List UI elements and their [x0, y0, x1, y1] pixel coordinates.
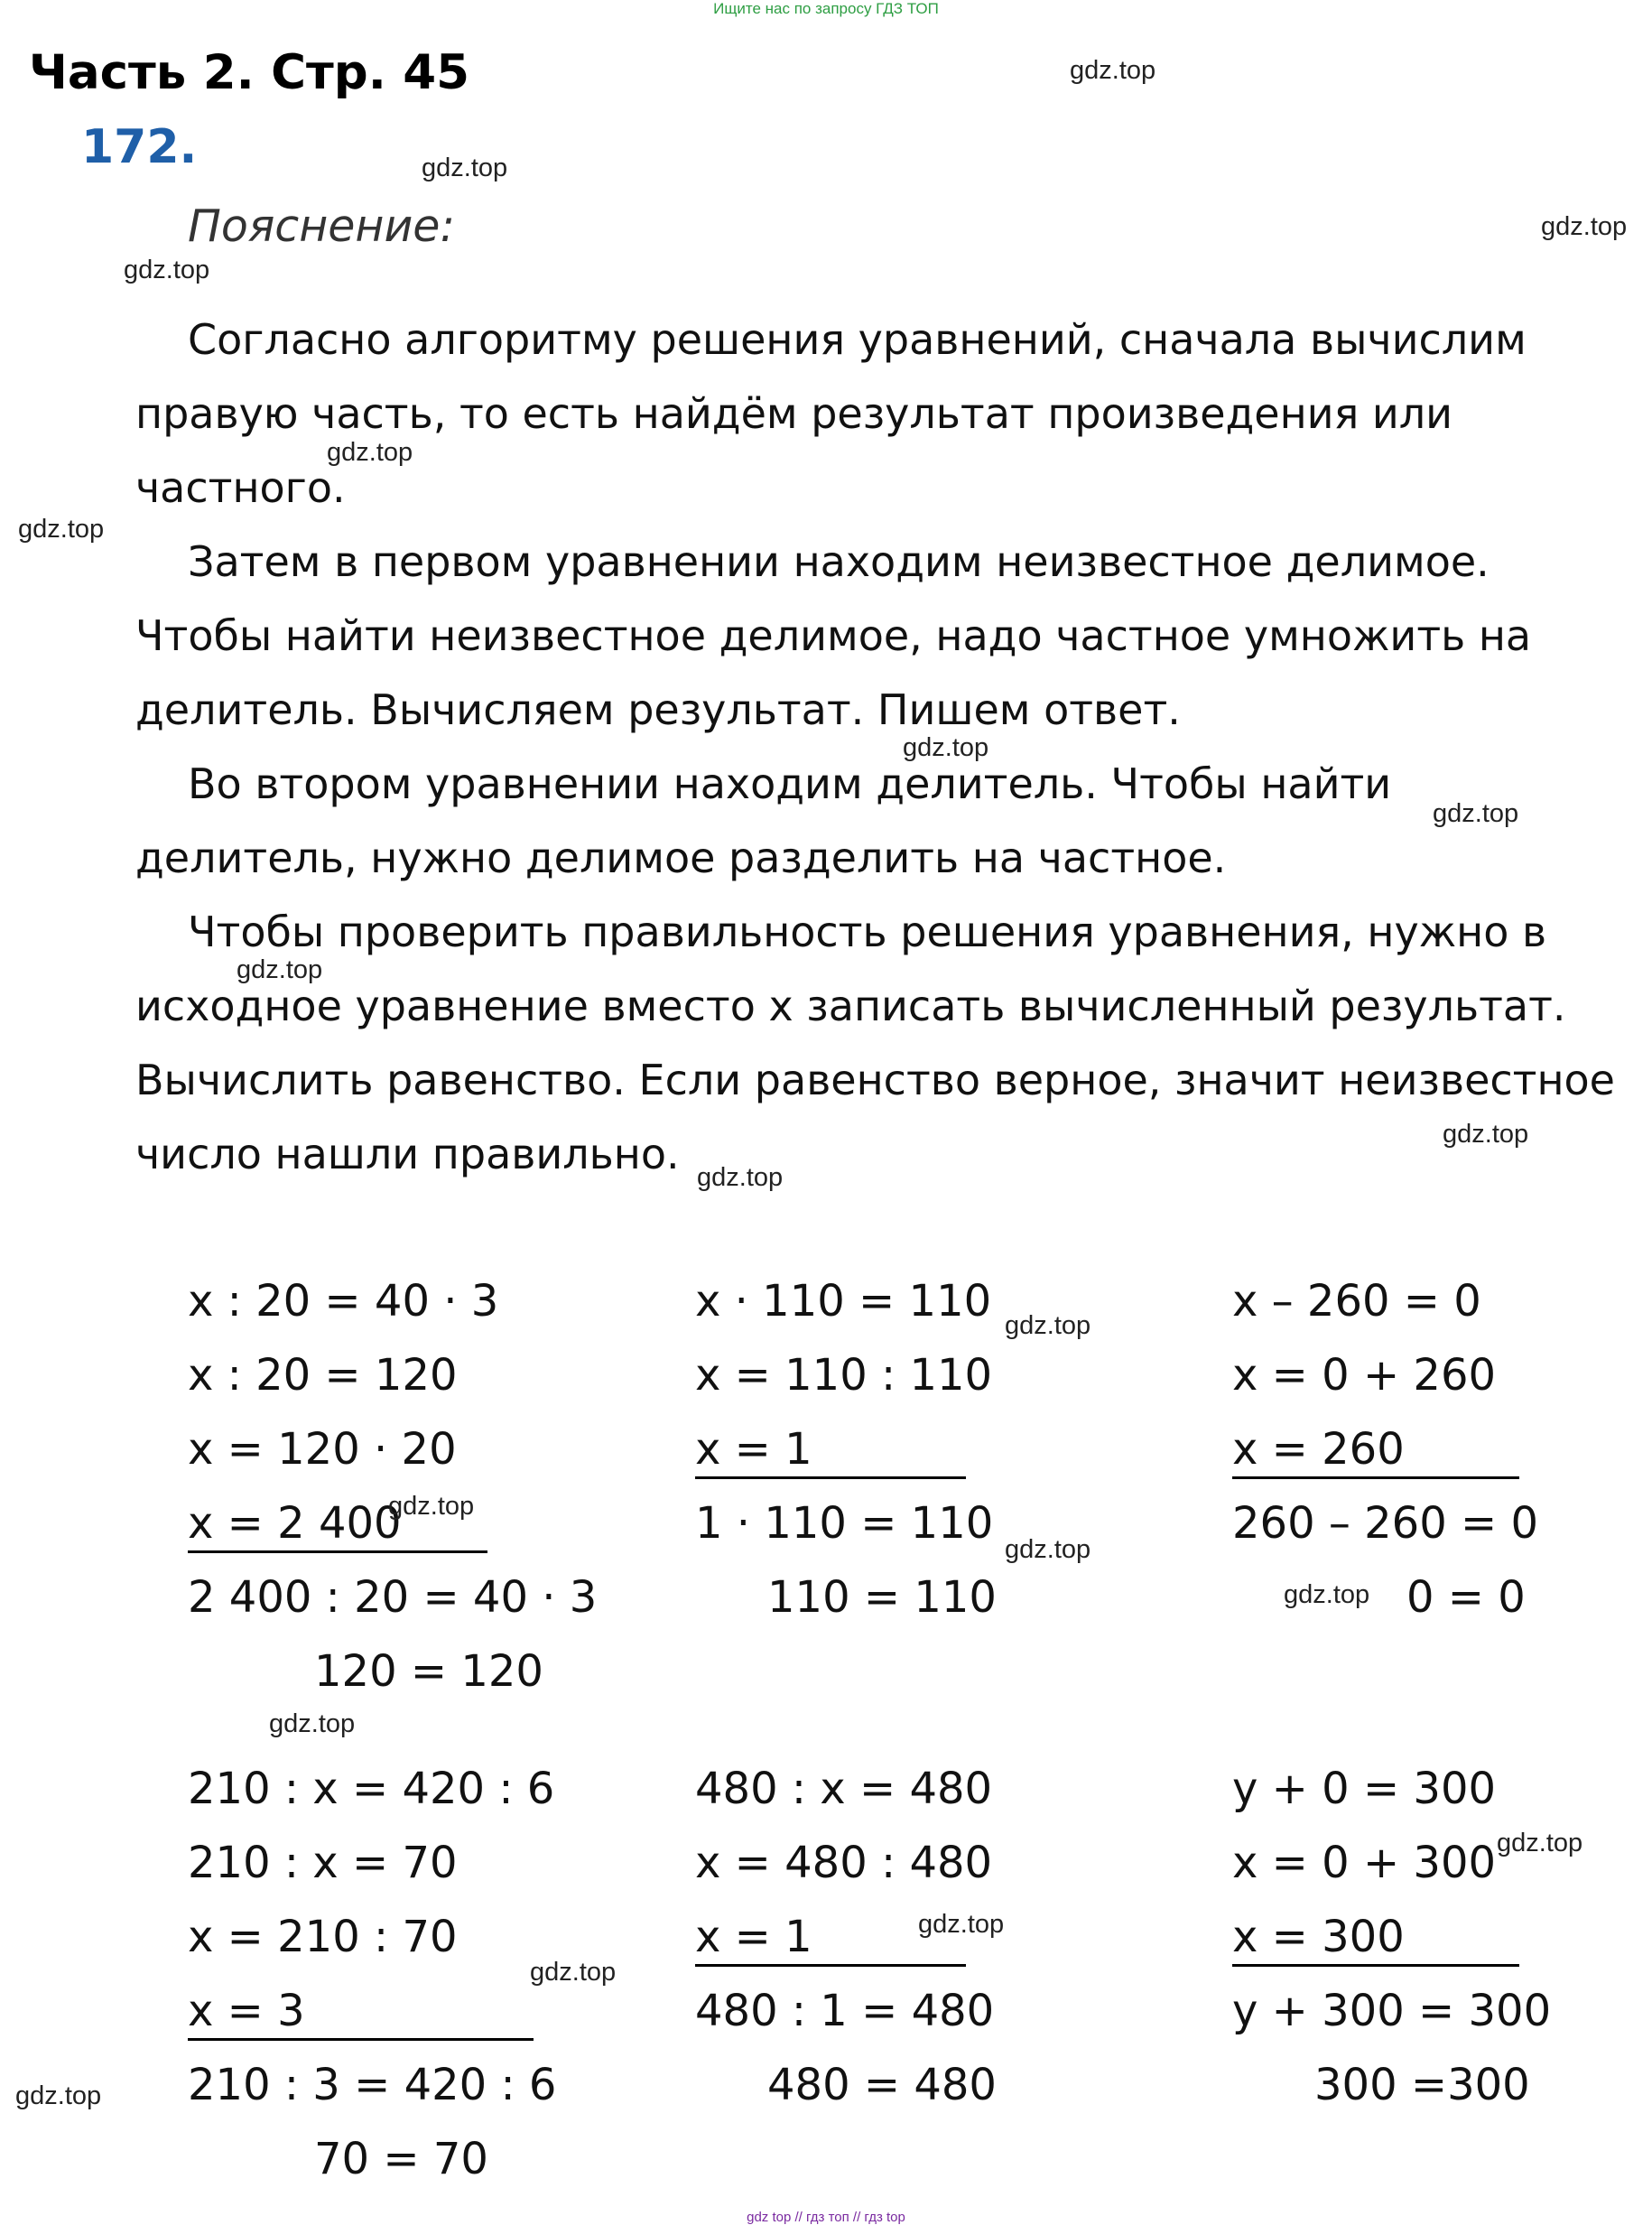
equation-line: x · 110 = 110	[695, 1276, 992, 1327]
watermark: gdz.top	[1541, 212, 1628, 241]
equation-line: 480 = 480	[767, 2060, 997, 2110]
paragraph-line: Затем в первом уравнении находим неизвестное делимое.	[188, 537, 1490, 586]
watermark: gdz.top	[1433, 799, 1519, 828]
answer-underline	[695, 1476, 966, 1479]
equation-line: 480 : x = 480	[695, 1764, 993, 1814]
equation-line: x = 110 : 110	[695, 1350, 993, 1401]
equation-answer: x = 3	[188, 1986, 305, 2036]
watermark: gdz.top	[1284, 1580, 1370, 1609]
equation-line: x = 480 : 480	[695, 1838, 993, 1888]
equation-line: x = 120 · 20	[188, 1424, 457, 1475]
page-title: Часть 2. Стр. 45	[29, 45, 470, 100]
watermark: gdz.top	[697, 1163, 784, 1192]
equation-line: x : 20 = 120	[188, 1350, 458, 1401]
equation-line: 210 : 3 = 420 : 6	[188, 2060, 557, 2110]
equation-line: 2 400 : 20 = 40 · 3	[188, 1572, 598, 1623]
equation-line: 0 = 0	[1406, 1572, 1526, 1623]
equation-answer: x = 2 400	[188, 1498, 402, 1549]
watermark: gdz.top	[388, 1492, 475, 1521]
equation-line: 480 : 1 = 480	[695, 1986, 995, 2036]
equation-answer: x = 1	[695, 1912, 812, 1962]
answer-underline	[1232, 1964, 1519, 1967]
watermark: gdz.top	[237, 955, 323, 984]
paragraph-line: исходное уравнение вместо х записать вычисленный результат.	[135, 982, 1566, 1030]
paragraph-line: делитель. Вычисляем результат. Пишем ответ.	[135, 685, 1181, 734]
equation-answer: x = 260	[1232, 1424, 1405, 1475]
equation-line: x = 0 + 300	[1232, 1838, 1497, 1888]
equation-line: x = 0 + 260	[1232, 1350, 1497, 1401]
watermark: gdz.top	[18, 515, 105, 544]
top-banner: Ищите нас по запросу ГДЗ ТОП	[713, 0, 939, 17]
paragraph-line: число нашли правильно.	[135, 1130, 680, 1178]
equation-line: 210 : x = 420 : 6	[188, 1764, 555, 1814]
equation-line: 210 : x = 70	[188, 1838, 458, 1888]
watermark: gdz.top	[124, 256, 210, 284]
equation-line: x = 210 : 70	[188, 1912, 458, 1962]
paragraph-line: делитель, нужно делимое разделить на частное.	[135, 833, 1227, 882]
watermark: gdz.top	[269, 1709, 356, 1738]
paragraph-line: Во втором уравнении находим делитель. Чтобы найти	[188, 759, 1392, 808]
answer-underline	[188, 2038, 534, 2041]
paragraph-line: частного.	[135, 463, 346, 512]
watermark: gdz.top	[1005, 1535, 1091, 1564]
equation-answer: x = 1	[695, 1424, 812, 1475]
watermark: gdz.top	[918, 1910, 1005, 1939]
watermark: gdz.top	[903, 733, 989, 762]
equation-line: y + 300 = 300	[1232, 1986, 1552, 2036]
paragraph-line: Согласно алгоритму решения уравнений, сначала вычислим	[188, 315, 1527, 364]
paragraph-line: Чтобы проверить правильность решения уравнения, нужно в	[188, 908, 1547, 956]
equation-line: 120 = 120	[314, 1646, 543, 1697]
watermark: gdz.top	[1005, 1311, 1091, 1340]
watermark: gdz.top	[530, 1958, 617, 1987]
watermark: gdz.top	[15, 2081, 102, 2110]
answer-underline	[1232, 1476, 1519, 1479]
paragraph-line: правую часть, то есть найдём результат произведения или	[135, 389, 1453, 438]
equation-line: 70 = 70	[314, 2134, 488, 2184]
watermark: gdz.top	[327, 438, 413, 467]
equation-line: 260 – 260 = 0	[1232, 1498, 1539, 1549]
watermark: gdz.top	[422, 154, 508, 182]
equation-answer: x = 300	[1232, 1912, 1405, 1962]
equation-line: 110 = 110	[767, 1572, 997, 1623]
equation-line: 300 =300	[1314, 2060, 1530, 2110]
equation-line: x : 20 = 40 · 3	[188, 1276, 499, 1327]
bottom-banner: gdz top // гдз топ // гдз top	[747, 2210, 905, 2225]
answer-underline	[188, 1550, 487, 1553]
paragraph-line: Вычислить равенство. Если равенство верное, значит неизвестное	[135, 1056, 1615, 1104]
equation-line: x – 260 = 0	[1232, 1276, 1481, 1327]
answer-underline	[695, 1964, 966, 1967]
watermark: gdz.top	[1070, 56, 1156, 85]
explanation-title: Пояснение:	[188, 200, 455, 252]
watermark: gdz.top	[1443, 1120, 1529, 1149]
paragraph-line: Чтобы найти неизвестное делимое, надо частное умножить на	[135, 611, 1532, 660]
task-number: 172.	[81, 120, 198, 174]
equation-line: 1 · 110 = 110	[695, 1498, 994, 1549]
watermark: gdz.top	[1497, 1829, 1583, 1857]
equation-line: y + 0 = 300	[1232, 1764, 1497, 1814]
